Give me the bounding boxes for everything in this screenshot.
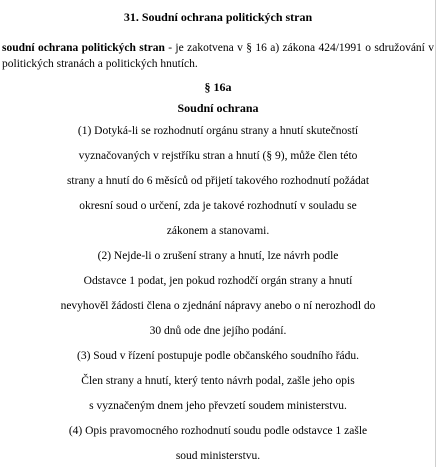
text-line: (2) Nejde-li o zrušení strany a hnutí, lze návrh podle [97,250,339,262]
text-line: Člen strany a hnutí, který tento návrh podal, zašle jeho opis [81,375,355,387]
text-line: s vyznačeným dnem jeho převzetí soudem ministerstvu. [89,400,347,412]
section-title: Soudní ochrana [177,101,259,115]
text-line: vyznačovaných v rejstříku stran a hnutí (§ 9), může člen této [78,150,358,162]
text-line: nevyhověl žádosti člena o zjednání nápravy anebo o ní nerozhodl do [60,300,376,312]
text-line: soud ministerstvu. [175,450,261,462]
text-line: zákonem a stanovami. [166,225,270,237]
intro-term: soudní ochrana politických stran [2,42,165,54]
text-line: okresní soud o určení, zda je takové rozhodnutí v souladu se [79,200,357,212]
text-line: 30 dnů ode dne jejího podání. [149,325,287,337]
text-line: strany a hnutí do 6 měsíců od přijetí takového rozhodnutí požádat [66,175,370,187]
text-line: (1) Dotyká-li se rozhodnutí orgánu strany a hnutí skutečností [77,125,359,137]
text-line: Odstavce 1 podat, jen pokud rozhodčí orgán strany a hnutí [83,275,353,287]
intro-text: - je zakotvena v § 16 a) zákona 424/1991 o sdružování v politických stranách a politických hnutích. [2,42,434,70]
document-title: 31. Soudní ochrana politických stran [123,10,313,24]
section-number: § 16a [204,80,232,94]
text-line: (4) Opis pravomocného rozhodnutí soudu podle odstavce 1 zašle [68,425,368,437]
intro-paragraph [2,40,434,72]
text-line: (3) Soud v řízení postupuje podle občanského soudního řádu. [76,350,360,362]
